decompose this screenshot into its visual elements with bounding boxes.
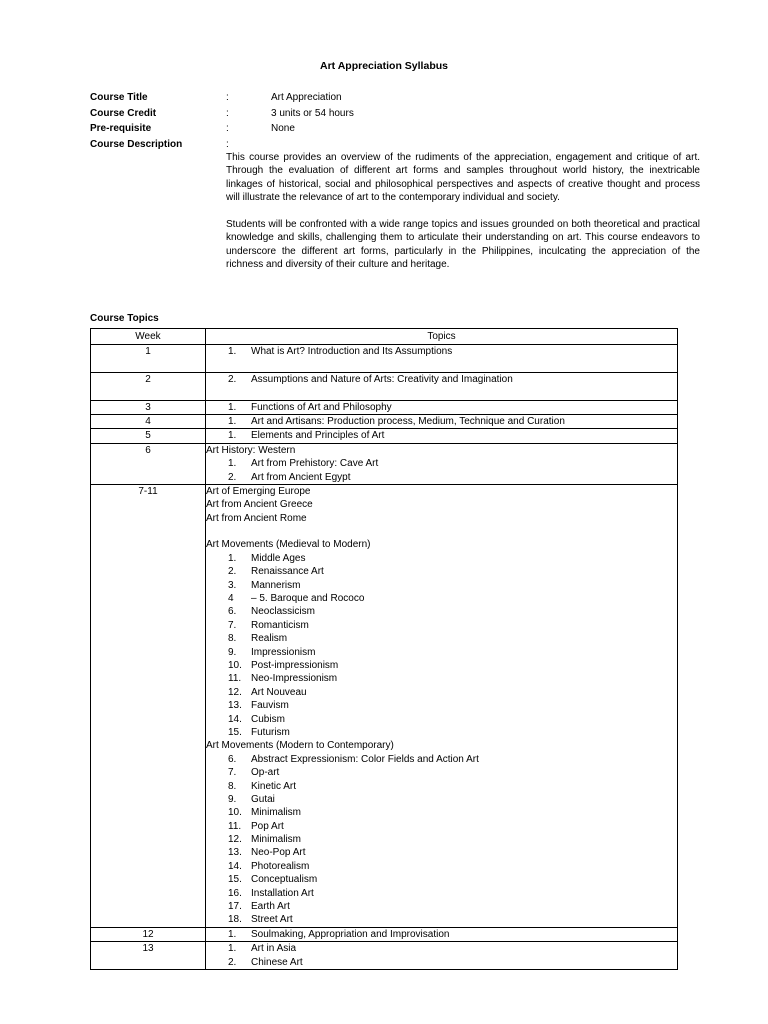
topic-text: Art Nouveau bbox=[251, 686, 307, 698]
topics-cell bbox=[206, 927, 678, 941]
topic-number: 1. bbox=[228, 552, 237, 564]
meta-row-course-title bbox=[90, 90, 700, 106]
week-cell bbox=[91, 942, 206, 970]
topic-text: Romanticism bbox=[251, 619, 309, 631]
topic-text: Neo-Pop Art bbox=[251, 847, 306, 859]
table-body bbox=[91, 345, 678, 970]
table-row bbox=[91, 400, 678, 414]
course-topics-table bbox=[90, 328, 678, 970]
topics-cell bbox=[206, 345, 678, 373]
topic-text: Art from Prehistory: Cave Art bbox=[251, 458, 379, 470]
topic-text: Gutai bbox=[251, 793, 275, 805]
table-row bbox=[91, 927, 678, 941]
topic-list-item bbox=[206, 846, 677, 859]
topic-text: Installation Art bbox=[251, 887, 314, 899]
topic-text: Art and Artisans: Production process, Medium, Technique and Curation bbox=[251, 415, 565, 427]
topic-list-item bbox=[206, 646, 677, 659]
blank-line bbox=[206, 358, 677, 371]
week-value: 5 bbox=[145, 430, 151, 442]
column-header-topics: Topics bbox=[206, 329, 678, 345]
topic-list-item bbox=[206, 415, 677, 428]
topic-list-item bbox=[206, 699, 677, 712]
topic-text: Pop Art bbox=[251, 820, 284, 832]
meta-label: Course Credit bbox=[90, 107, 157, 119]
week-cell bbox=[91, 414, 206, 428]
topic-list-item bbox=[206, 373, 677, 386]
course-meta bbox=[90, 90, 700, 152]
topic-list-item bbox=[206, 913, 677, 926]
topic-number: 13. bbox=[228, 700, 242, 712]
topic-number: 12. bbox=[228, 834, 242, 846]
meta-row-course-description bbox=[90, 137, 700, 153]
topic-text: Impressionism bbox=[251, 646, 316, 658]
topics-cell bbox=[206, 443, 678, 484]
topic-text: Chinese Art bbox=[251, 956, 303, 968]
topic-number: 11. bbox=[228, 820, 242, 832]
topic-list-item bbox=[206, 672, 677, 685]
topic-list-item bbox=[206, 401, 677, 414]
topic-number: 9. bbox=[228, 793, 237, 805]
topic-text: Neo-Impressionism bbox=[251, 673, 338, 685]
topic-number: 8. bbox=[228, 633, 237, 645]
topic-list-item bbox=[206, 956, 677, 969]
table-row bbox=[91, 484, 678, 927]
topic-heading: Art Movements (Modern to Contemporary) bbox=[206, 740, 394, 752]
topic-number: 2. bbox=[228, 471, 237, 483]
topic-number: 9. bbox=[228, 646, 237, 658]
topic-list-item bbox=[206, 806, 677, 819]
topic-heading bbox=[206, 525, 677, 538]
topics-cell bbox=[206, 484, 678, 927]
meta-colon: : bbox=[226, 138, 229, 150]
topic-list-item bbox=[206, 766, 677, 779]
meta-value bbox=[271, 137, 700, 153]
meta-row-course-credit bbox=[90, 106, 700, 122]
topic-list-item bbox=[206, 605, 677, 618]
topic-list-item bbox=[206, 713, 677, 726]
week-value: 1 bbox=[145, 346, 151, 357]
description-paragraph: This course provides an overview of the rudiments of the appreciation, engagement and critique of art. Through the evaluation of different art forms and samples throughout world history, the inextricable linkages of historical, social and philosophical perspectives and aspects of creative thought and process will illustrate the relevance of art to the contemporary individual and society. bbox=[226, 152, 700, 204]
topic-text: What is Art? Introduction and Its Assumptions bbox=[251, 346, 453, 357]
topic-heading: Art History: Western bbox=[206, 444, 296, 456]
table-row bbox=[91, 372, 678, 400]
table-row bbox=[91, 429, 678, 443]
topic-number: 11. bbox=[228, 673, 242, 685]
topic-number: 1. bbox=[228, 943, 237, 955]
topic-list-item bbox=[206, 659, 677, 672]
topic-heading: Art from Ancient Greece bbox=[206, 499, 313, 511]
topic-number: 1. bbox=[228, 346, 237, 357]
topic-list-item bbox=[206, 780, 677, 793]
week-value: 7-11 bbox=[138, 485, 158, 497]
topic-text: Kinetic Art bbox=[251, 780, 297, 792]
topic-number: 1. bbox=[228, 415, 237, 427]
topic-text: Cubism bbox=[251, 713, 285, 725]
topic-list-item bbox=[206, 833, 677, 846]
topics-cell bbox=[206, 942, 678, 970]
meta-label: Course Description bbox=[90, 138, 183, 150]
topic-list-item bbox=[206, 632, 677, 645]
topic-text: Elements and Principles of Art bbox=[251, 430, 385, 442]
topic-number: 1. bbox=[228, 928, 237, 940]
topic-list-item bbox=[206, 887, 677, 900]
topic-text: Post-impressionism bbox=[251, 659, 339, 671]
topic-number: 4 bbox=[228, 593, 234, 605]
topic-number: 2. bbox=[228, 373, 237, 385]
week-cell bbox=[91, 429, 206, 443]
topic-number: 15. bbox=[228, 726, 242, 738]
topic-text: Conceptualism bbox=[251, 874, 318, 886]
topic-text: Mannerism bbox=[251, 579, 301, 591]
topic-text: Renaissance Art bbox=[251, 566, 324, 578]
topic-number: 1. bbox=[228, 430, 237, 442]
topic-number: 8. bbox=[228, 780, 237, 792]
topics-cell bbox=[206, 414, 678, 428]
topic-list-item bbox=[206, 753, 677, 766]
meta-colon: : bbox=[226, 123, 229, 134]
topic-list-item bbox=[206, 900, 677, 913]
topic-text: Abstract Expressionism: Color Fields and Action Art bbox=[251, 753, 479, 765]
topic-list-item bbox=[206, 619, 677, 632]
topic-number: 18. bbox=[228, 914, 242, 926]
meta-label: Course Title bbox=[90, 92, 148, 103]
table-header-row bbox=[91, 329, 678, 345]
topic-text: Minimalism bbox=[251, 834, 301, 846]
blank-line bbox=[206, 386, 677, 399]
topic-number: 2. bbox=[228, 956, 237, 968]
topic-text: Neoclassicism bbox=[251, 606, 315, 618]
course-topics-heading: Course Topics bbox=[90, 313, 159, 324]
topic-text: Photorealism bbox=[251, 860, 310, 872]
table-row bbox=[91, 414, 678, 428]
topic-number: 2. bbox=[228, 566, 237, 578]
topic-text: – 5. Baroque and Rococo bbox=[251, 593, 365, 605]
topic-text: Soulmaking, Appropriation and Improvisation bbox=[251, 928, 450, 940]
topic-list-item bbox=[206, 345, 677, 358]
meta-row-prerequisite bbox=[90, 121, 700, 137]
topic-number: 6. bbox=[228, 606, 237, 618]
meta-colon: : bbox=[226, 92, 229, 103]
topic-number: 17. bbox=[228, 901, 242, 913]
topic-list-item bbox=[206, 471, 677, 484]
topics-cell bbox=[206, 372, 678, 400]
topic-text: Minimalism bbox=[251, 807, 301, 819]
topic-number: 1. bbox=[228, 458, 237, 470]
topic-text: Op-art bbox=[251, 767, 280, 779]
topic-list-item bbox=[206, 552, 677, 565]
topic-list-item bbox=[206, 565, 677, 578]
week-cell bbox=[91, 400, 206, 414]
meta-value: Art Appreciation bbox=[271, 92, 342, 103]
topic-list-item bbox=[206, 579, 677, 592]
description-paragraph: Students will be confronted with a wide range topics and issues grounded on both theoretical and practical knowledge and skills, challenging them to articulate their understanding on art. This course endeavors to underscore the different art forms, particularly in the Philippines, inculcating the appreciation of the richness and diversity of their culture and heritage. bbox=[226, 219, 700, 271]
table-row bbox=[91, 942, 678, 970]
meta-label: Pre-requisite bbox=[90, 123, 152, 134]
topic-number: 12. bbox=[228, 686, 242, 698]
topic-list-item bbox=[206, 873, 677, 886]
week-value: 2 bbox=[145, 373, 151, 385]
table-row bbox=[91, 443, 678, 484]
topic-list-item bbox=[206, 592, 677, 605]
topic-text: Earth Art bbox=[251, 901, 290, 913]
meta-colon: : bbox=[226, 107, 229, 119]
topic-list-item bbox=[206, 793, 677, 806]
topic-number: 7. bbox=[228, 767, 237, 779]
topic-text: Fauvism bbox=[251, 700, 289, 712]
week-cell bbox=[91, 372, 206, 400]
week-cell bbox=[91, 345, 206, 373]
topic-number: 13. bbox=[228, 847, 242, 859]
topic-text: Art in Asia bbox=[251, 943, 297, 955]
topic-heading: Art Movements (Medieval to Modern) bbox=[206, 539, 371, 551]
topic-number: 14. bbox=[228, 860, 242, 872]
topic-text: Futurism bbox=[251, 726, 290, 738]
topic-number: 3. bbox=[228, 579, 237, 591]
topic-list-item bbox=[206, 860, 677, 873]
topic-list-item bbox=[206, 820, 677, 833]
week-value: 6 bbox=[145, 444, 151, 456]
document-title: Art Appreciation Syllabus bbox=[320, 60, 448, 72]
table-row bbox=[91, 345, 678, 373]
topics-cell bbox=[206, 429, 678, 443]
topic-list-item bbox=[206, 928, 677, 941]
topic-text: Middle Ages bbox=[251, 552, 306, 564]
topic-text: Functions of Art and Philosophy bbox=[251, 401, 392, 413]
topic-number: 15. bbox=[228, 874, 242, 886]
topic-list-item bbox=[206, 429, 677, 442]
week-value: 3 bbox=[145, 401, 151, 413]
week-cell bbox=[91, 927, 206, 941]
week-cell bbox=[91, 484, 206, 927]
meta-value: None bbox=[271, 123, 295, 134]
week-value: 4 bbox=[145, 415, 151, 427]
course-description-text bbox=[226, 151, 700, 285]
topic-text: Assumptions and Nature of Arts: Creativity and Imagination bbox=[251, 373, 513, 385]
topics-cell bbox=[206, 400, 678, 414]
meta-value: 3 units or 54 hours bbox=[271, 107, 354, 119]
week-cell bbox=[91, 443, 206, 484]
topic-number: 10. bbox=[228, 807, 242, 819]
topic-list-item bbox=[206, 686, 677, 699]
topic-text: Street Art bbox=[251, 914, 293, 926]
topic-number: 16. bbox=[228, 887, 242, 899]
topic-number: 7. bbox=[228, 619, 237, 631]
topic-list-item bbox=[206, 942, 677, 955]
week-value: 13 bbox=[142, 943, 154, 955]
topic-list-item bbox=[206, 726, 677, 739]
topic-number: 10. bbox=[228, 659, 242, 671]
topic-text: Realism bbox=[251, 633, 288, 645]
topic-heading: Art of Emerging Europe bbox=[206, 485, 311, 497]
topic-heading: Art from Ancient Rome bbox=[206, 512, 307, 524]
column-header-week: Week bbox=[91, 329, 206, 345]
week-value: 12 bbox=[142, 928, 154, 940]
topic-number: 1. bbox=[228, 401, 237, 413]
topic-list-item bbox=[206, 457, 677, 470]
topic-text: Art from Ancient Egypt bbox=[251, 471, 351, 483]
topic-number: 6. bbox=[228, 753, 237, 765]
topic-number: 14. bbox=[228, 713, 242, 725]
